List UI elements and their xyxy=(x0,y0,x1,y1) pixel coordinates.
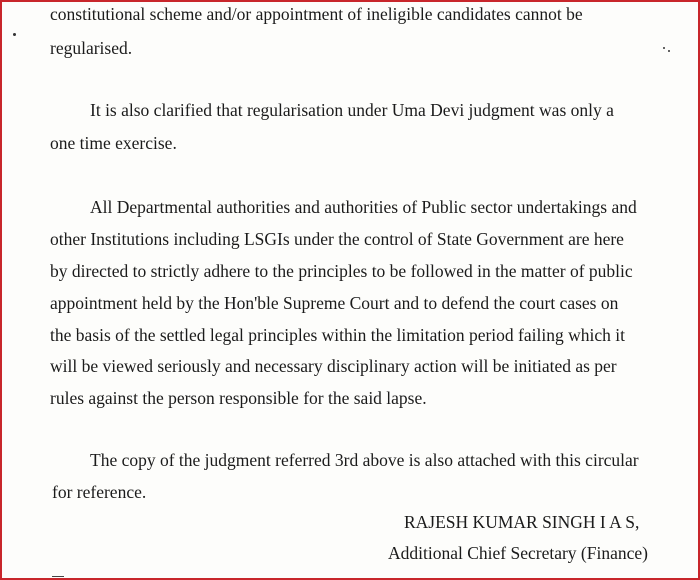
para3-line6: will be viewed seriously and necessary disciplinary action will be initiated as per xyxy=(50,356,617,376)
para3-line4: appointment held by the Hon'ble Supreme Court and to defend the court cases on xyxy=(50,293,619,313)
scan-speck xyxy=(663,47,665,49)
para1-line1: constitutional scheme and/or appointment of ineligible candidates cannot be xyxy=(50,4,583,24)
para1-line2: regularised. xyxy=(50,38,133,58)
scan-mark xyxy=(52,576,64,577)
signatory-designation: Additional Chief Secretary (Finance) xyxy=(388,543,648,563)
scan-speck xyxy=(668,50,670,52)
para3-line5: the basis of the settled legal principles within the limitation period failing which it xyxy=(50,325,625,345)
scan-speck xyxy=(13,33,16,36)
para3-line1: All Departmental authorities and authorities of Public sector undertakings and xyxy=(90,197,637,217)
para3-line7: rules against the person responsible for the said lapse. xyxy=(50,388,427,408)
para4-line1: The copy of the judgment referred 3rd above is also attached with this circular xyxy=(90,450,639,470)
signatory-name: RAJESH KUMAR SINGH I A S, xyxy=(404,512,640,532)
para4-line2: for reference. xyxy=(52,482,147,502)
para3-line3: by directed to strictly adhere to the principles to be followed in the matter of public xyxy=(50,261,633,281)
para2-line2: one time exercise. xyxy=(50,133,177,153)
para2-line1: It is also clarified that regularisation under Uma Devi judgment was only a xyxy=(90,100,614,120)
para3-line2: other Institutions including LSGIs under the control of State Government are here xyxy=(50,229,624,249)
